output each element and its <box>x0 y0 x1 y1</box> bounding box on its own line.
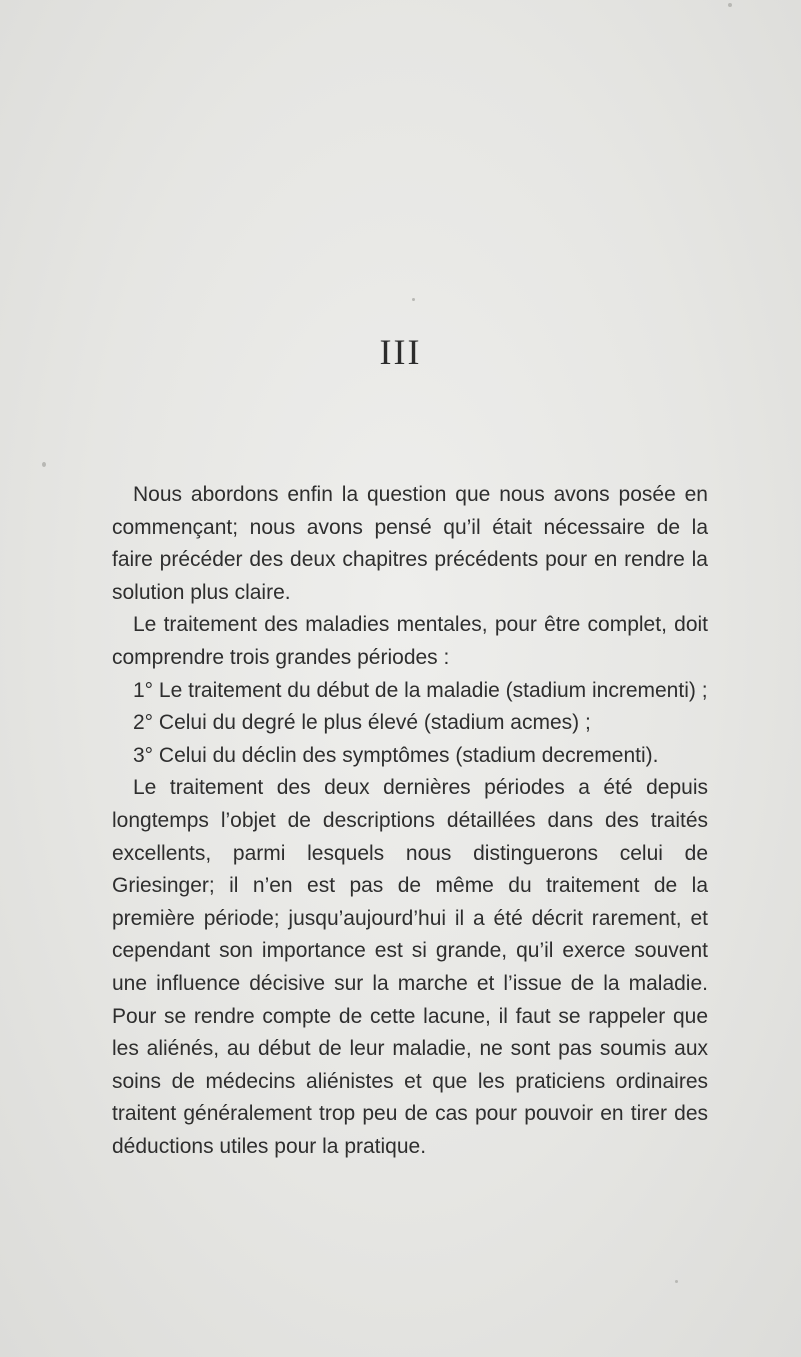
paper-speck <box>675 1280 678 1283</box>
period-item: 1° Le traitement du début de la maladie (stadium incrementi) ; <box>133 678 708 702</box>
paragraph: Nous abordons enfin la question que nous avons posée en commençant; nous avons pensé qu’il était nécessaire de la faire précéder des deux chapitres précédents pour en rendre la solution plus claire. <box>112 483 708 604</box>
paper-speck <box>42 462 46 467</box>
chapter-body <box>112 479 708 1163</box>
paragraph: Le traitement des maladies mentales, pour être complet, doit comprendre trois grandes périodes : <box>112 613 708 669</box>
period-item: 2° Celui du degré le plus élevé (stadium acmes) ; <box>133 711 591 735</box>
paper-speck <box>412 298 415 301</box>
period-item: 3° Celui du déclin des symptômes (stadium decrementi). <box>133 743 659 767</box>
paragraph: Le traitement des deux dernières périodes a été depuis longtemps l’objet de descriptions détaillées dans des traités excellents, parmi lesquels nous distinguerons celui de Griesinger; il n’en est pas de même du traitement de la première période; jusqu’aujourd’hui il a été décrit rarement, et cependant son importance est si grande, qu’il exerce souvent une influence décisive sur la marche et l’issue de la maladie. Pour se rendre compte de cette lacune, il faut se rappeler que les aliénés, au début de leur maladie, ne sont pas soumis aux soins de médecins aliénistes et que les praticiens ordinaires traitent généralement trop peu de cas pour pouvoir en tirer des déductions utiles pour la pratique. <box>112 776 708 1158</box>
chapter-number: III <box>379 332 422 372</box>
paper-speck <box>728 3 732 7</box>
